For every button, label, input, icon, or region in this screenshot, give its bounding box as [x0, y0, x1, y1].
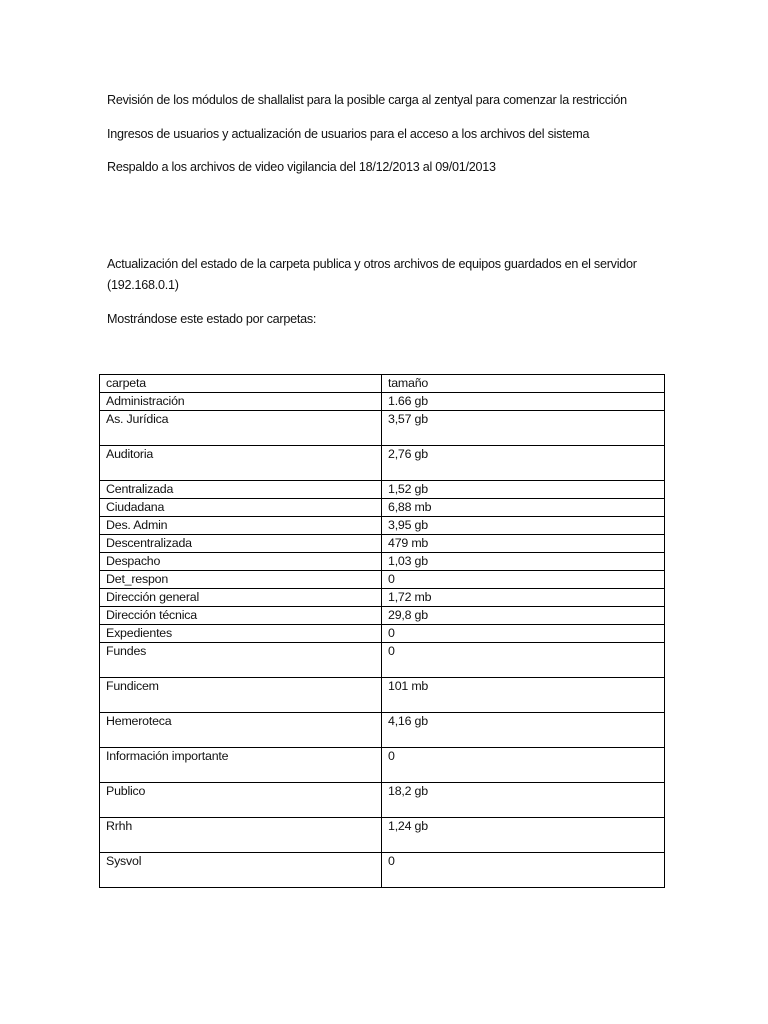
table-row — [100, 393, 665, 411]
folder-name: Publico — [100, 783, 382, 818]
folder-size: 1,52 gb — [382, 481, 665, 499]
folder-size: 0 — [382, 571, 665, 589]
folder-name: Sysvol — [100, 853, 382, 888]
folder-size: 1,72 mb — [382, 589, 665, 607]
folder-size: 0 — [382, 748, 665, 783]
folder-name: As. Jurídica — [100, 411, 382, 446]
folder-name: Hemeroteca — [100, 713, 382, 748]
folder-name: Expedientes — [100, 625, 382, 643]
folder-size: 1.66 gb — [382, 393, 665, 411]
folder-name: Fundes — [100, 643, 382, 678]
table-row — [100, 446, 665, 481]
table-row — [100, 625, 665, 643]
folder-name: Dirección general — [100, 589, 382, 607]
folder-name: Rrhh — [100, 818, 382, 853]
paragraph-user-updates: Ingresos de usuarios y actualización de usuarios para el acceso a los archivos del sistema — [107, 127, 590, 141]
folder-name: Ciudadana — [100, 499, 382, 517]
table-row — [100, 499, 665, 517]
folder-size: 0 — [382, 853, 665, 888]
folder-name: Administración — [100, 393, 382, 411]
header-tamano: tamaño — [382, 375, 665, 393]
paragraph-folder-status-intro: Mostrándose este estado por carpetas: — [107, 312, 317, 326]
table-row — [100, 748, 665, 783]
table-row — [100, 571, 665, 589]
table-row — [100, 643, 665, 678]
table-row — [100, 607, 665, 625]
folder-size: 0 — [382, 625, 665, 643]
table-row — [100, 713, 665, 748]
folder-name: Centralizada — [100, 481, 382, 499]
table-row — [100, 553, 665, 571]
folder-name: Des. Admin — [100, 517, 382, 535]
folder-size: 2,76 gb — [382, 446, 665, 481]
folder-name: Dirección técnica — [100, 607, 382, 625]
folder-size: 3,95 gb — [382, 517, 665, 535]
folder-size: 1,24 gb — [382, 818, 665, 853]
table-row — [100, 481, 665, 499]
folder-name: Información importante — [100, 748, 382, 783]
folder-name: Descentralizada — [100, 535, 382, 553]
folder-size: 101 mb — [382, 678, 665, 713]
folder-name: Det_respon — [100, 571, 382, 589]
table-header-row — [100, 375, 665, 393]
table-row — [100, 411, 665, 446]
table-row — [100, 517, 665, 535]
folder-size: 6,88 mb — [382, 499, 665, 517]
paragraph-public-folder-update: Actualización del estado de la carpeta publica y otros archivos de equipos guardados en el servidor (192.168.0.1) — [107, 257, 637, 292]
folder-size: 0 — [382, 643, 665, 678]
folder-name: Despacho — [100, 553, 382, 571]
paragraph-shallalist-review: Revisión de los módulos de shallalist para la posible carga al zentyal para comenzar la restricción — [107, 93, 627, 107]
table-row — [100, 783, 665, 818]
folder-size: 4,16 gb — [382, 713, 665, 748]
table-row — [100, 853, 665, 888]
table-row — [100, 818, 665, 853]
folder-size: 1,03 gb — [382, 553, 665, 571]
table-row — [100, 678, 665, 713]
header-carpeta: carpeta — [100, 375, 382, 393]
folder-size-table — [99, 374, 665, 888]
folder-size: 18,2 gb — [382, 783, 665, 818]
folder-size: 3,57 gb — [382, 411, 665, 446]
folder-size: 29,8 gb — [382, 607, 665, 625]
folder-name: Fundicem — [100, 678, 382, 713]
paragraph-video-backup: Respaldo a los archivos de video vigilancia del 18/12/2013 al 09/01/2013 — [107, 160, 496, 174]
table-row — [100, 589, 665, 607]
table-row — [100, 535, 665, 553]
folder-size: 479 mb — [382, 535, 665, 553]
folder-name: Auditoria — [100, 446, 382, 481]
